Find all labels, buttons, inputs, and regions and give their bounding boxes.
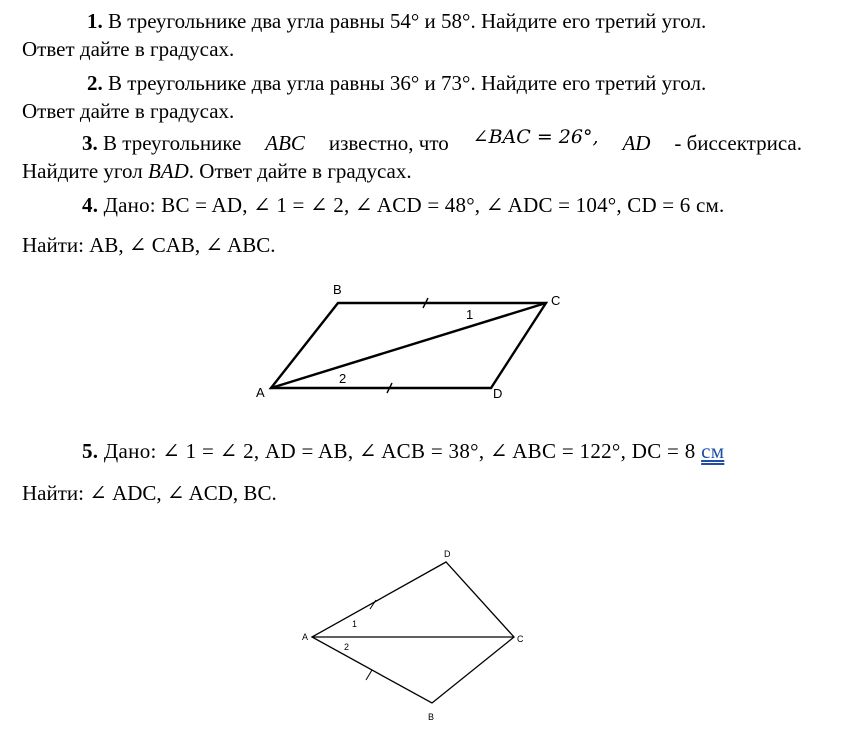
problem-4-number: 4. — [82, 193, 99, 217]
diagonal-ac — [271, 303, 546, 388]
problem-1-line-2: Ответ дайте в градусах. — [22, 37, 235, 61]
label-d-2: D — [444, 549, 451, 559]
tick-mark-ab-2 — [366, 670, 372, 680]
problem-5-find: Найти: ∠ ADC, ∠ ACD, BC. — [22, 481, 277, 505]
problem-3-angle-expression: ∠BAC = 26°, — [472, 126, 599, 148]
problem-5-number: 5. — [82, 439, 99, 463]
parallelogram-outline — [271, 303, 546, 388]
angle-1-label: 1 — [466, 307, 474, 322]
label-d: D — [493, 386, 503, 401]
kite-outline — [312, 562, 514, 703]
problem-2-text: В треугольнике два угла равны 36° и 73°. Найдите его третий угол. — [108, 71, 707, 95]
label-c-2: C — [517, 634, 524, 644]
tick-mark-bc — [423, 298, 428, 308]
problem-3-bisector: - биссектриса. — [674, 131, 802, 155]
problem-1-number: 1. — [87, 9, 103, 33]
problem-3-abc: ABC — [265, 131, 305, 155]
angle-1-label-2: 1 — [352, 619, 358, 629]
problem-3-find: Найдите угол — [22, 159, 143, 183]
problem-1-text: В треугольнике два угла равны 54° и 58°. Найдите его третий угол. — [108, 9, 707, 33]
problem-5-unit-link[interactable]: см — [701, 439, 725, 463]
label-b-2: B — [428, 712, 435, 722]
tick-mark-ad-2 — [370, 600, 376, 609]
problem-3-ad: AD — [622, 131, 651, 155]
problem-3-known: известно, что — [328, 131, 449, 155]
problem-3-line-2 — [22, 159, 412, 183]
label-a-2: A — [302, 632, 309, 642]
problem-3-bad: BAD — [147, 159, 189, 183]
problem-2-line-2: Ответ дайте в градусах. — [22, 99, 235, 123]
angle-2-label: 2 — [339, 371, 347, 386]
problem-3-text-before: В треугольнике — [103, 131, 242, 155]
problem-3-answer-note: . Ответ дайте в градусах. — [188, 159, 412, 183]
problem-5-given — [82, 439, 802, 463]
problem-3-number: 3. — [82, 131, 98, 155]
label-c: C — [551, 293, 561, 308]
problem-3-line-1 — [82, 126, 802, 156]
problem-2-line-1 — [87, 71, 706, 95]
problem-4-find: Найти: AB, ∠ CAB, ∠ ABC. — [22, 233, 276, 257]
angle-2-label-2: 2 — [344, 642, 350, 652]
problem-2-number: 2. — [87, 71, 103, 95]
tick-mark-ad — [387, 383, 392, 393]
problem-1-line-1 — [22, 9, 802, 33]
label-b: B — [333, 282, 342, 297]
problem-4-given-text: Дано: BC = AD, ∠ 1 = ∠ 2, ∠ ACD = 48°, ∠ ADC = 104°, CD = 6 см. — [103, 193, 725, 217]
problem-4-given — [82, 193, 802, 217]
label-a: A — [256, 385, 265, 400]
problem-5-given-text: Дано: ∠ 1 = ∠ 2, AD = AB, ∠ ACB = 38°, ∠ ABC = 122°, DC = 8 — [103, 439, 696, 463]
